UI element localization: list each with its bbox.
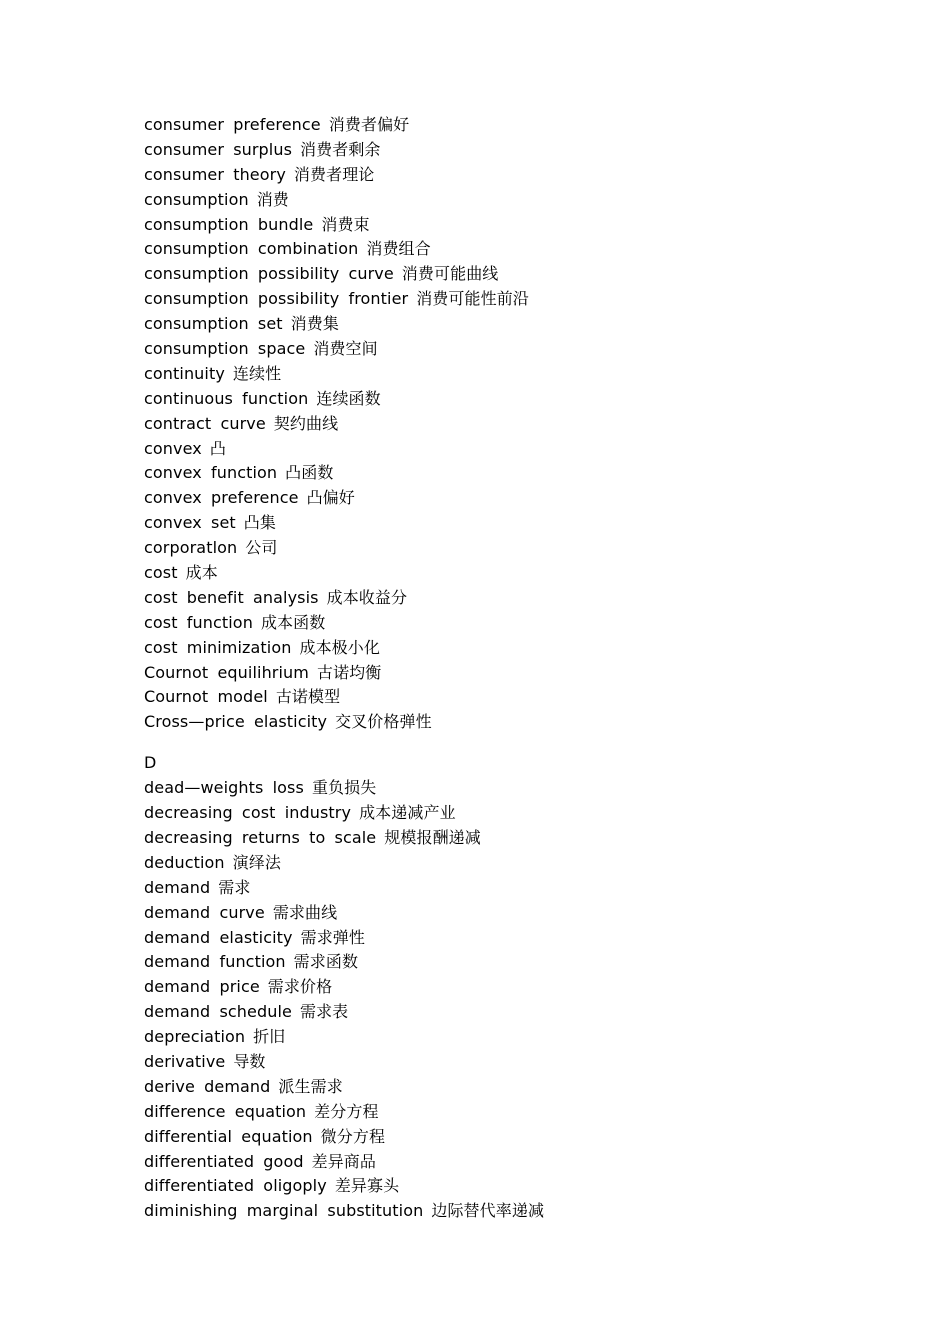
english-term: depreciation [144, 1027, 246, 1047]
glossary-entry [144, 876, 904, 901]
glossary-entry [144, 561, 904, 586]
glossary-entry [144, 950, 904, 975]
english-term: convex [144, 438, 202, 458]
glossary-entry [144, 312, 904, 337]
chinese-translation: 重负损失 [311, 778, 377, 798]
chinese-translation: 成本递减产业 [359, 803, 456, 823]
glossary-entry [144, 511, 904, 536]
chinese-translation: 凸函数 [285, 463, 334, 483]
english-term: cost function [144, 612, 253, 632]
chinese-translation: 需求弹性 [300, 927, 366, 947]
english-term: contract curve [144, 413, 266, 433]
glossary-entry [144, 387, 904, 412]
glossary-entry [144, 237, 904, 262]
english-term: deduction [144, 852, 225, 872]
section-heading-letter: D [144, 753, 157, 773]
english-term: consumer theory [144, 164, 286, 184]
chinese-translation: 消费束 [321, 214, 370, 234]
english-term: demand function [144, 952, 286, 972]
english-term: derive demand [144, 1076, 271, 1096]
english-term: difference equation [144, 1101, 307, 1121]
english-term: consumer surplus [144, 139, 293, 159]
chinese-translation: 导数 [233, 1051, 266, 1071]
chinese-translation: 差分方程 [314, 1101, 379, 1121]
chinese-translation: 凸 [209, 438, 226, 458]
chinese-translation: 派生需求 [278, 1076, 343, 1096]
glossary-entry [144, 685, 904, 710]
glossary-entry [144, 188, 904, 213]
english-term: consumption [144, 189, 249, 209]
glossary-entry [144, 801, 904, 826]
glossary-section-c [144, 113, 904, 735]
english-term: convex preference [144, 488, 299, 508]
glossary-entry [144, 1125, 904, 1150]
glossary-entry [144, 486, 904, 511]
glossary-entry [144, 661, 904, 686]
chinese-translation: 成本极小化 [299, 637, 380, 657]
chinese-translation: 公司 [245, 538, 278, 558]
chinese-translation: 古诺模型 [275, 687, 341, 707]
glossary-entry [144, 163, 904, 188]
english-term: differentiated good [144, 1151, 304, 1171]
chinese-translation: 连续函数 [316, 388, 381, 408]
glossary-entry [144, 362, 904, 387]
english-term: demand curve [144, 902, 265, 922]
chinese-translation: 凸偏好 [306, 488, 355, 508]
english-term: Cournot equilihrium [144, 662, 309, 682]
english-term: cost [144, 563, 178, 583]
glossary-page [144, 113, 904, 1224]
english-term: continuity [144, 363, 225, 383]
chinese-translation: 需求曲线 [272, 902, 338, 922]
english-term: consumption combination [144, 239, 359, 259]
glossary-entry [144, 901, 904, 926]
chinese-translation: 成本函数 [260, 612, 326, 632]
glossary-entry [144, 1150, 904, 1175]
glossary-entry [144, 1199, 904, 1224]
chinese-translation: 连续性 [232, 363, 282, 383]
chinese-translation: 差异寡头 [334, 1176, 400, 1196]
english-term: convex set [144, 513, 236, 533]
glossary-entry [144, 710, 904, 735]
english-term: convex function [144, 463, 278, 483]
glossary-entry [144, 586, 904, 611]
chinese-translation: 消费者偏好 [328, 115, 410, 134]
english-term: demand [144, 877, 211, 897]
glossary-entry [144, 826, 904, 851]
glossary-entry [144, 776, 904, 801]
english-term: consumer preference [144, 115, 321, 134]
glossary-entry [144, 262, 904, 287]
chinese-translation: 契约曲线 [273, 413, 339, 433]
glossary-entry [144, 461, 904, 486]
glossary-section-d [144, 751, 904, 1224]
chinese-translation: 消费集 [290, 314, 339, 334]
english-term: continuous function [144, 388, 309, 408]
glossary-entry [144, 1174, 904, 1199]
english-term: demand schedule [144, 1002, 292, 1022]
english-term: diminishing marginal substitution [144, 1201, 424, 1221]
glossary-entry [144, 138, 904, 163]
english-term: cost benefit analysis [144, 587, 319, 607]
english-term: derivative [144, 1051, 226, 1071]
chinese-translation: 消费空间 [313, 339, 378, 359]
english-term: corporatlon [144, 538, 238, 558]
glossary-entry [144, 113, 904, 138]
chinese-translation: 规模报酬递减 [384, 827, 481, 847]
chinese-translation: 消费 [256, 189, 289, 209]
english-term: Cross—price elasticity [144, 712, 328, 732]
english-term: Cournot model [144, 687, 268, 707]
chinese-translation: 消费可能曲线 [401, 264, 499, 284]
chinese-translation: 消费者理论 [293, 164, 375, 184]
english-term: consumption bundle [144, 214, 314, 234]
glossary-entry [144, 975, 904, 1000]
chinese-translation: 凸集 [243, 513, 276, 533]
english-term: demand elasticity [144, 927, 293, 947]
english-term: decreasing cost industry [144, 803, 352, 823]
chinese-translation: 消费组合 [366, 239, 431, 259]
chinese-translation: 边际替代率递减 [431, 1201, 545, 1221]
glossary-entry [144, 1100, 904, 1125]
chinese-translation: 古诺均衡 [316, 662, 382, 682]
glossary-entry [144, 437, 904, 462]
glossary-entry [144, 1075, 904, 1100]
chinese-translation: 差异商品 [311, 1151, 377, 1171]
chinese-translation: 需求表 [299, 1002, 349, 1022]
chinese-translation: 需求价格 [267, 977, 333, 997]
glossary-entry [144, 1000, 904, 1025]
glossary-entry [144, 213, 904, 238]
english-term: differentiated oligoply [144, 1176, 327, 1196]
glossary-entry [144, 412, 904, 437]
chinese-translation: 折旧 [253, 1027, 286, 1047]
glossary-entry [144, 337, 904, 362]
chinese-translation: 成本收益分 [326, 587, 408, 607]
glossary-entry [144, 1025, 904, 1050]
english-term: consumption space [144, 339, 306, 359]
english-term: demand price [144, 977, 260, 997]
english-term: consumption possibility curve [144, 264, 394, 284]
english-term: consumption set [144, 314, 283, 334]
chinese-translation: 消费可能性前沿 [416, 289, 529, 309]
glossary-entry [144, 926, 904, 951]
chinese-translation: 需求函数 [293, 952, 359, 972]
english-term: decreasing returns to scale [144, 827, 377, 847]
english-term: consumption possibility frontier [144, 289, 409, 309]
glossary-entry [144, 636, 904, 661]
glossary-entry [144, 851, 904, 876]
chinese-translation: 消费者剩余 [300, 139, 381, 159]
glossary-entry [144, 611, 904, 636]
english-term: cost minimization [144, 637, 292, 657]
glossary-entry [144, 287, 904, 312]
chinese-translation: 微分方程 [320, 1126, 386, 1146]
glossary-entry [144, 536, 904, 561]
english-term: dead—weights loss [144, 778, 304, 798]
chinese-translation: 需求 [218, 877, 251, 897]
glossary-entry [144, 1050, 904, 1075]
english-term: differential equation [144, 1126, 313, 1146]
chinese-translation: 交叉价格弹性 [335, 712, 432, 732]
chinese-translation: 演绎法 [232, 852, 281, 872]
chinese-translation: 成本 [185, 563, 218, 583]
